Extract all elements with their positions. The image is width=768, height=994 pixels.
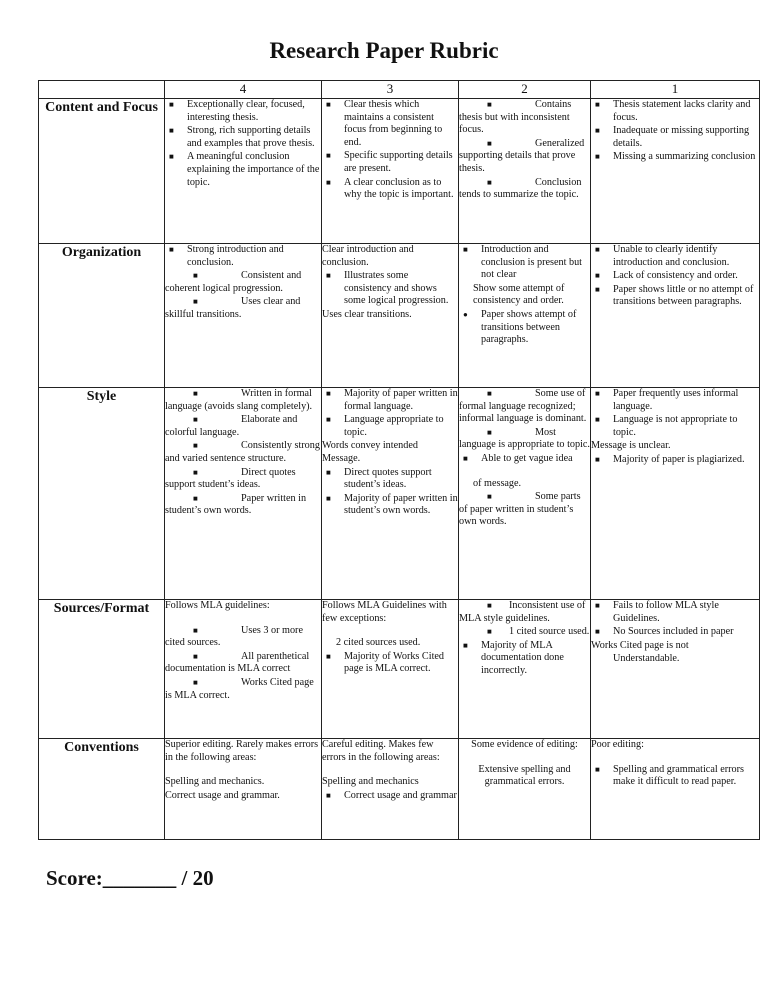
list-item: ■ Language appropriate to topic. xyxy=(322,414,458,439)
cell-style-3 xyxy=(322,388,459,600)
cell-conventions-4 xyxy=(165,739,322,840)
square-bullet-icon: ■ xyxy=(326,389,331,398)
list-item: ■ Elaborate and colorful language. xyxy=(165,414,298,438)
category-label: Sources/Format xyxy=(39,600,165,739)
list-item: ■ Paper frequently uses informal language. xyxy=(591,388,759,413)
row-style xyxy=(39,388,760,600)
cell-conventions-3 xyxy=(322,739,459,840)
square-bullet-icon: ■ xyxy=(595,601,600,610)
list-item: ■ Consistent and coherent logical progression. xyxy=(165,270,302,294)
list-item: ■ Exceptionally clear, focused, interesting thesis. xyxy=(165,99,321,124)
header-blank xyxy=(39,81,165,99)
list-item: ■ Written in formal language (avoids slang completely). xyxy=(165,388,313,412)
square-bullet-icon: ■ xyxy=(595,415,600,425)
cell-content-4 xyxy=(165,99,322,244)
cell-style-4 xyxy=(165,388,322,600)
square-bullet-icon: ■ xyxy=(595,627,600,637)
list-item: ■ No Sources included in paper xyxy=(591,626,759,639)
list-item: ■ All parenthetical documentation is MLA correct xyxy=(165,650,310,675)
cell-sources-3 xyxy=(322,600,459,739)
cell-content-3 xyxy=(322,99,459,244)
list-item: ● Paper shows attempt of transitions between paragraphs. xyxy=(459,309,590,347)
list-item: ■ Uses clear and skillful transitions. xyxy=(165,296,301,320)
list-item: ■ Majority of MLA documentation done incorrectly. xyxy=(459,640,590,678)
list-item: ■ Some use of formal language recognized; informal language is dominant. xyxy=(459,388,587,425)
cell-organization-2 xyxy=(459,244,591,388)
text-line: Poor editing: xyxy=(591,739,644,750)
square-bullet-icon: ■ xyxy=(193,415,198,425)
square-bullet-icon: ■ xyxy=(487,100,492,109)
square-bullet-icon: ■ xyxy=(326,493,331,503)
cell-conventions-1 xyxy=(591,739,760,840)
square-bullet-icon: ■ xyxy=(463,245,468,254)
list-item: ■ Uses 3 or more cited sources. xyxy=(165,624,303,649)
list-item: ■ Introduction and conclusion is present but not clear xyxy=(459,244,590,282)
list-item: ■ A clear conclusion as to why the topic is important. xyxy=(322,177,458,202)
square-bullet-icon: ■ xyxy=(193,677,198,687)
cell-content-2 xyxy=(459,99,591,244)
square-bullet-icon: ■ xyxy=(326,100,331,109)
text-line: Message is unclear. xyxy=(591,440,671,452)
square-bullet-icon: ■ xyxy=(193,467,198,477)
cell-style-2 xyxy=(459,388,591,600)
cell-style-1 xyxy=(591,388,760,600)
text-line: of message. xyxy=(473,477,522,489)
list-item: ■ Fails to follow MLA style Guidelines. xyxy=(591,600,759,625)
text-line: Careful editing. Makes few errors in the following areas: xyxy=(322,739,440,763)
text-line: Follows MLA guidelines: xyxy=(165,600,270,611)
square-bullet-icon: ■ xyxy=(487,492,492,502)
row-content-focus xyxy=(39,99,760,244)
square-bullet-icon: ■ xyxy=(326,415,331,425)
square-bullet-icon: ■ xyxy=(193,297,198,307)
square-bullet-icon: ■ xyxy=(193,389,198,398)
list-item: ■ 1 cited source used. xyxy=(459,626,590,639)
header-score-1: 1 xyxy=(591,81,760,99)
square-bullet-icon: ■ xyxy=(169,245,174,254)
header-score-4: 4 xyxy=(165,81,322,99)
square-bullet-icon: ■ xyxy=(326,271,331,281)
list-item: ■ Correct usage and grammar xyxy=(322,790,458,803)
list-item: ■ Majority of Works Cited page is MLA correct. xyxy=(322,651,458,676)
square-bullet-icon: ■ xyxy=(463,640,468,650)
list-item: ■ Thesis statement lacks clarity and focus. xyxy=(591,99,759,124)
cell-content-1 xyxy=(591,99,760,244)
square-bullet-icon: ■ xyxy=(193,493,198,503)
cell-conventions-2 xyxy=(459,739,591,840)
square-bullet-icon: ■ xyxy=(595,389,600,398)
square-bullet-icon: ■ xyxy=(487,389,492,398)
square-bullet-icon: ■ xyxy=(487,427,492,437)
text-line: Understandable. xyxy=(613,653,680,665)
list-item: ■ Generalized supporting details that prove thesis. xyxy=(459,137,585,174)
row-conventions xyxy=(39,739,760,840)
square-bullet-icon: ■ xyxy=(326,467,331,477)
text-line: Correct usage and grammar. xyxy=(165,789,280,801)
text-line: Superior editing. Rarely makes errors in the following areas: xyxy=(165,739,319,763)
square-bullet-icon: ■ xyxy=(326,177,331,187)
score-line: Score:_______ / 20 xyxy=(46,866,214,890)
list-item: ■ Majority of paper written in formal language. xyxy=(322,388,458,413)
list-item: ■ Strong, rich supporting details and examples that prove thesis. xyxy=(165,125,321,150)
square-bullet-icon: ■ xyxy=(487,177,492,187)
list-item: ■ Missing a summarizing conclusion xyxy=(591,151,759,164)
cell-organization-1 xyxy=(591,244,760,388)
page-title: Research Paper Rubric xyxy=(269,38,499,63)
square-bullet-icon: ■ xyxy=(595,284,600,294)
list-item: ■ Direct quotes support student’s ideas. xyxy=(165,466,296,491)
square-bullet-icon: ■ xyxy=(595,152,600,162)
list-item: ■ Inconsistent use of MLA style guidelines. xyxy=(459,600,586,624)
square-bullet-icon: ■ xyxy=(326,790,331,800)
list-item: ■ Consistently strong and varied sentence structure. xyxy=(165,440,320,464)
square-bullet-icon: ■ xyxy=(595,454,600,464)
square-bullet-icon: ■ xyxy=(326,651,331,661)
list-item: ■ Unable to clearly identify introduction and conclusion. xyxy=(591,244,759,269)
text-line: Works Cited page is not xyxy=(591,639,689,651)
list-item: ■ Conclusion tends to summarize the topic. xyxy=(459,176,582,201)
text-line: Spelling and mechanics. xyxy=(165,776,265,788)
header-row xyxy=(39,81,760,99)
square-bullet-icon: ■ xyxy=(193,271,198,281)
list-item: ■ Strong introduction and conclusion. xyxy=(165,244,321,269)
list-item: ■ Illustrates some consistency and shows some logical progression. xyxy=(322,270,458,308)
square-bullet-icon: ■ xyxy=(595,764,600,774)
list-item: ■ Specific supporting details are present. xyxy=(322,150,458,175)
cell-organization-4 xyxy=(165,244,322,388)
cell-sources-1 xyxy=(591,600,760,739)
text-line: Spelling and mechanics xyxy=(322,776,419,788)
list-item: ■ Most language is appropriate to topic. xyxy=(459,426,590,451)
cell-organization-3 xyxy=(322,244,459,388)
text-line: Words convey intended Message. xyxy=(322,440,418,464)
text-line: Clear introduction and conclusion. xyxy=(322,244,414,268)
square-bullet-icon: ■ xyxy=(595,245,600,254)
header-score-2: 2 xyxy=(459,81,591,99)
square-bullet-icon: ■ xyxy=(595,126,600,136)
list-item: ■ Contains thesis but with inconsistent focus. xyxy=(459,99,572,136)
list-item: ■ Paper written in student’s own words. xyxy=(165,492,307,517)
square-bullet-icon: ■ xyxy=(169,152,174,162)
square-bullet-icon: ■ xyxy=(326,151,331,161)
square-bullet-icon: ■ xyxy=(169,100,174,109)
row-organization xyxy=(39,244,760,388)
list-item: ■ Inadequate or missing supporting details. xyxy=(591,125,759,150)
cell-sources-4 xyxy=(165,600,322,739)
list-item: ■ A meaningful conclusion explaining the importance of the topic. xyxy=(165,151,321,189)
category-label: Organization xyxy=(39,244,165,388)
text-line: Follows MLA Guidelines with few exceptions: xyxy=(322,600,447,624)
round-bullet-icon: ● xyxy=(463,309,468,319)
list-item: ■ Spelling and grammatical errors make it difficult to read paper. xyxy=(591,764,759,789)
square-bullet-icon: ■ xyxy=(169,126,174,136)
list-item: ■ Some parts of paper written in student’s own words. xyxy=(459,491,581,528)
square-bullet-icon: ■ xyxy=(463,453,468,463)
text-line: Some evidence of editing: xyxy=(471,739,578,750)
list-item: ■ Clear thesis which maintains a consistent focus from beginning to end. xyxy=(322,99,458,149)
text-line: 2 cited sources used. xyxy=(336,637,421,649)
square-bullet-icon: ■ xyxy=(487,138,492,148)
cell-sources-2 xyxy=(459,600,591,739)
list-item: ■ Works Cited page is MLA correct. xyxy=(165,676,314,701)
square-bullet-icon: ■ xyxy=(193,625,198,635)
rubric-table xyxy=(38,80,760,840)
row-sources-format xyxy=(39,600,760,739)
square-bullet-icon: ■ xyxy=(487,627,492,637)
list-item: ■ Direct quotes support student’s ideas. xyxy=(322,467,458,492)
category-label: Conventions xyxy=(39,739,165,840)
list-item: ■ Majority of paper written in student’s own words. xyxy=(322,493,458,518)
text-line: Extensive spelling and grammatical errors. xyxy=(478,763,571,788)
list-item: ■ Language is not appropriate to topic. xyxy=(591,414,759,439)
text-line: Uses clear transitions. xyxy=(322,308,412,320)
category-label: Style xyxy=(39,388,165,600)
list-item: ■ Paper shows little or no attempt of transitions between paragraphs. xyxy=(591,284,759,309)
square-bullet-icon: ■ xyxy=(193,441,198,451)
list-item: ■ Lack of consistency and order. xyxy=(591,270,759,283)
category-label: Content and Focus xyxy=(39,99,165,244)
list-item: ■ Able to get vague idea xyxy=(459,453,590,466)
square-bullet-icon: ■ xyxy=(595,271,600,281)
list-item: ■ Majority of paper is plagiarized. xyxy=(591,454,759,467)
square-bullet-icon: ■ xyxy=(193,651,198,661)
header-score-3: 3 xyxy=(322,81,459,99)
square-bullet-icon: ■ xyxy=(595,100,600,109)
text-line: Show some attempt of consistency and order. xyxy=(473,282,565,307)
square-bullet-icon: ■ xyxy=(487,601,492,610)
